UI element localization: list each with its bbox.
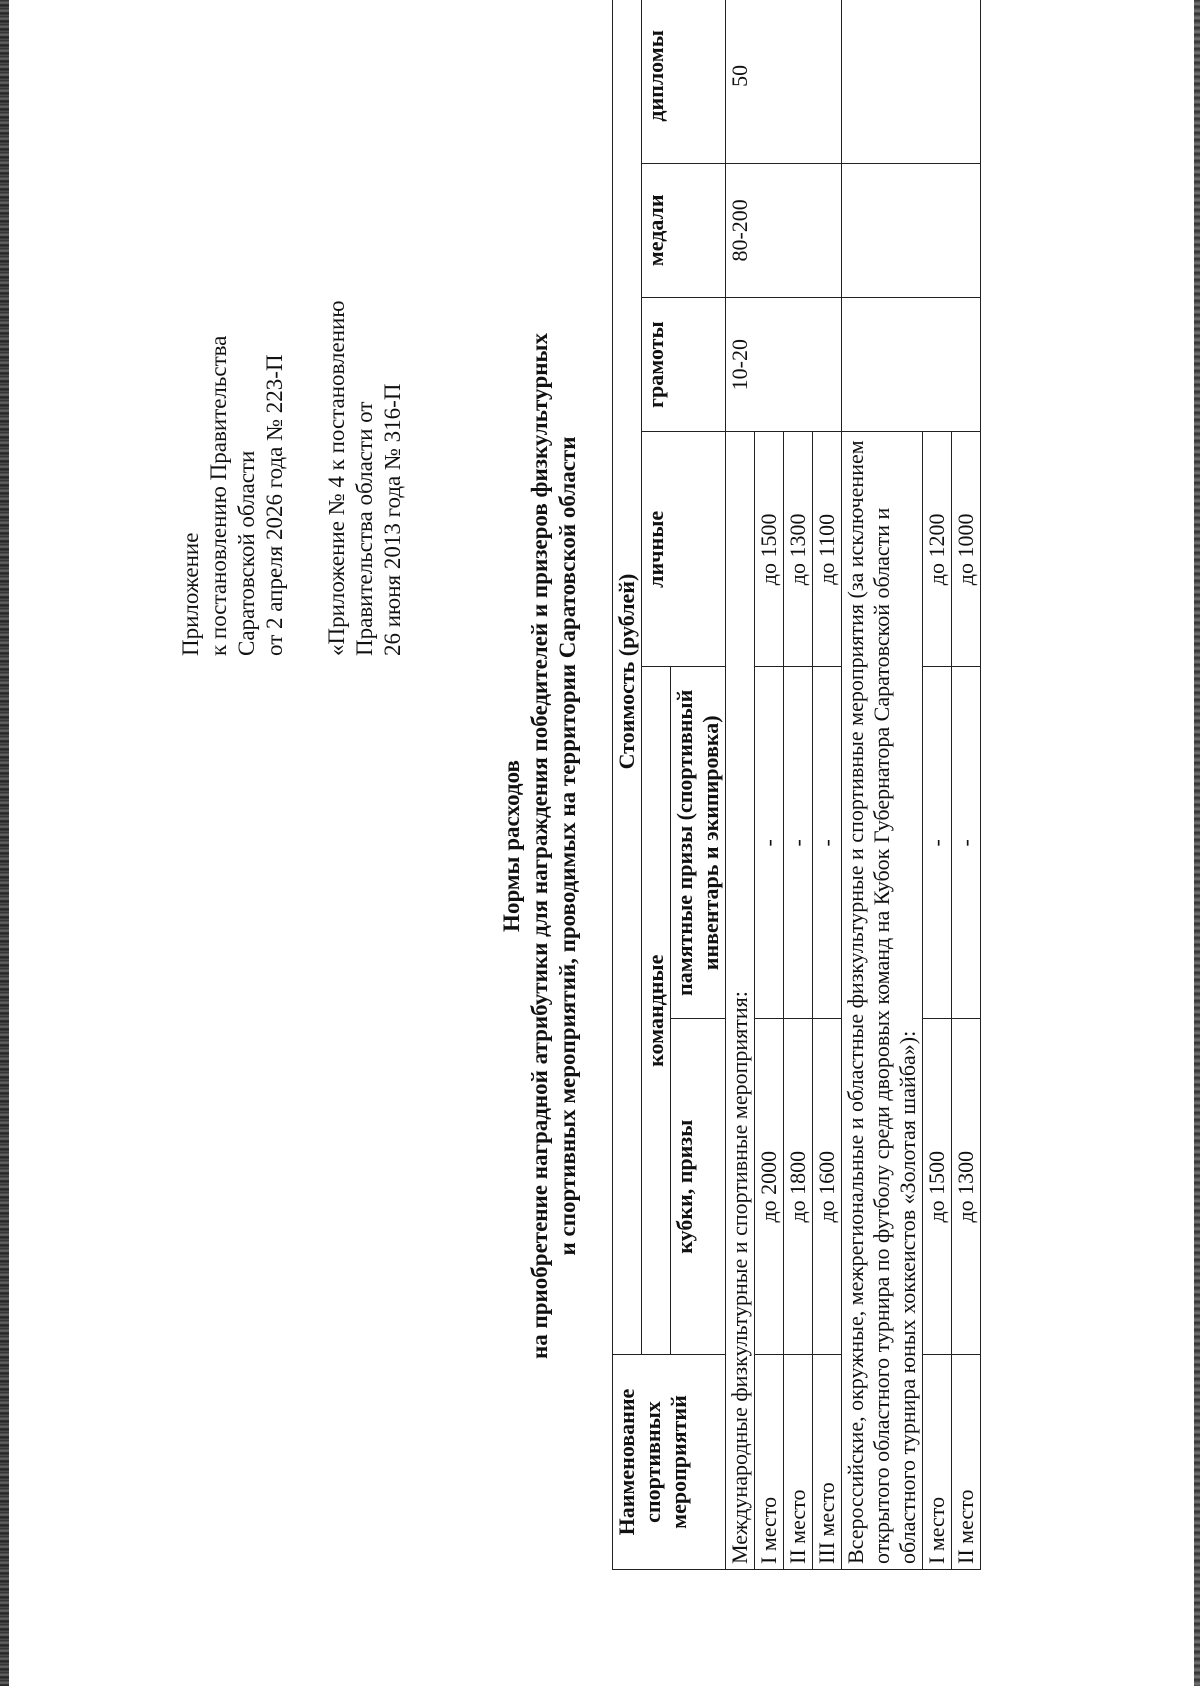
prev-approval-line-1: «Приложение № 4 к постановлению [324, 300, 349, 656]
memorial-cell: - [923, 667, 952, 1019]
memorial-cell: - [813, 667, 842, 1019]
header-certificates: грамоты [642, 298, 726, 432]
place-cell: I место [923, 1355, 952, 1570]
cups-cell: до 1600 [813, 1019, 842, 1355]
place-cell: II место [952, 1355, 981, 1570]
memorial-cell: - [952, 667, 981, 1019]
place-cell: III место [813, 1355, 842, 1570]
personal-cell: до 1200 [923, 432, 952, 667]
personal-cell: до 1500 [755, 432, 784, 667]
norms-table [612, 0, 981, 1570]
section1-medals: 80-200 [726, 163, 842, 297]
header-name: Наименование спортивных мероприятий [613, 1355, 726, 1570]
approval-line-2: к постановлению Правительства [206, 335, 231, 656]
cups-cell: до 1500 [923, 1019, 952, 1355]
place-cell: I место [755, 1355, 784, 1570]
prev-approval-line-2: Правительства области от [352, 401, 377, 656]
personal-cell: до 1100 [813, 432, 842, 667]
header-team: командные [642, 667, 671, 1355]
memorial-cell: - [755, 667, 784, 1019]
section2-title: Всероссийские, окружные, межрегиональные и областные физкультурные и спортивные мероприятия (за исключением открытого областного турнира по футболу среди дворовых команд на Кубок Губернатора Саратовской области и областного турнира юных хоккеистов «Золотая шайба»): [842, 432, 923, 1570]
section2-diplomas [842, 0, 981, 163]
approval-line-3: Саратовской области [234, 450, 259, 656]
section2-title-row [842, 0, 923, 1570]
approval-gap [289, 56, 323, 656]
section2-medals [842, 163, 981, 297]
header-cost: Стоимость (рублей) [613, 0, 642, 1355]
title-line-3: и спортивных мероприятий, проводимых на территории Саратовской области [555, 436, 580, 1256]
personal-cell: до 1300 [784, 432, 813, 667]
cups-cell: до 1300 [952, 1019, 981, 1355]
approval-block [177, 56, 407, 656]
section2-certificates [842, 298, 981, 432]
section1-title-row [726, 0, 755, 1570]
header-row-1 [613, 0, 642, 1570]
header-team-cups: кубки, призы [671, 1019, 726, 1355]
approval-line-1: Приложение [178, 532, 203, 656]
document-title [498, 126, 582, 1566]
header-team-memorial: памятные призы (спортивный инвентарь и экипировка) [671, 667, 726, 1019]
prev-approval-line-3: 26 июня 2013 года № 316-П [380, 383, 405, 656]
section1-diplomas: 50 [726, 0, 842, 163]
approval-line-4: от 2 апреля 2026 года № 223-П [262, 354, 287, 656]
cups-cell: до 2000 [755, 1019, 784, 1355]
header-row-2 [642, 0, 671, 1570]
memorial-cell: - [784, 667, 813, 1019]
header-diplomas: дипломы [642, 0, 726, 163]
section1-title: Международные физкультурные и спортивные мероприятия: [726, 432, 755, 1570]
header-medals: медали [642, 163, 726, 297]
personal-cell: до 1000 [952, 432, 981, 667]
title-line-1: Нормы расходов [499, 760, 524, 932]
title-line-2: на приобретение наградной атрибутики для награждения победителей и призеров физкультурных [527, 333, 552, 1359]
section1-certificates: 10-20 [726, 298, 842, 432]
cups-cell: до 1800 [784, 1019, 813, 1355]
header-personal: личные [642, 432, 726, 667]
place-cell: II место [784, 1355, 813, 1570]
